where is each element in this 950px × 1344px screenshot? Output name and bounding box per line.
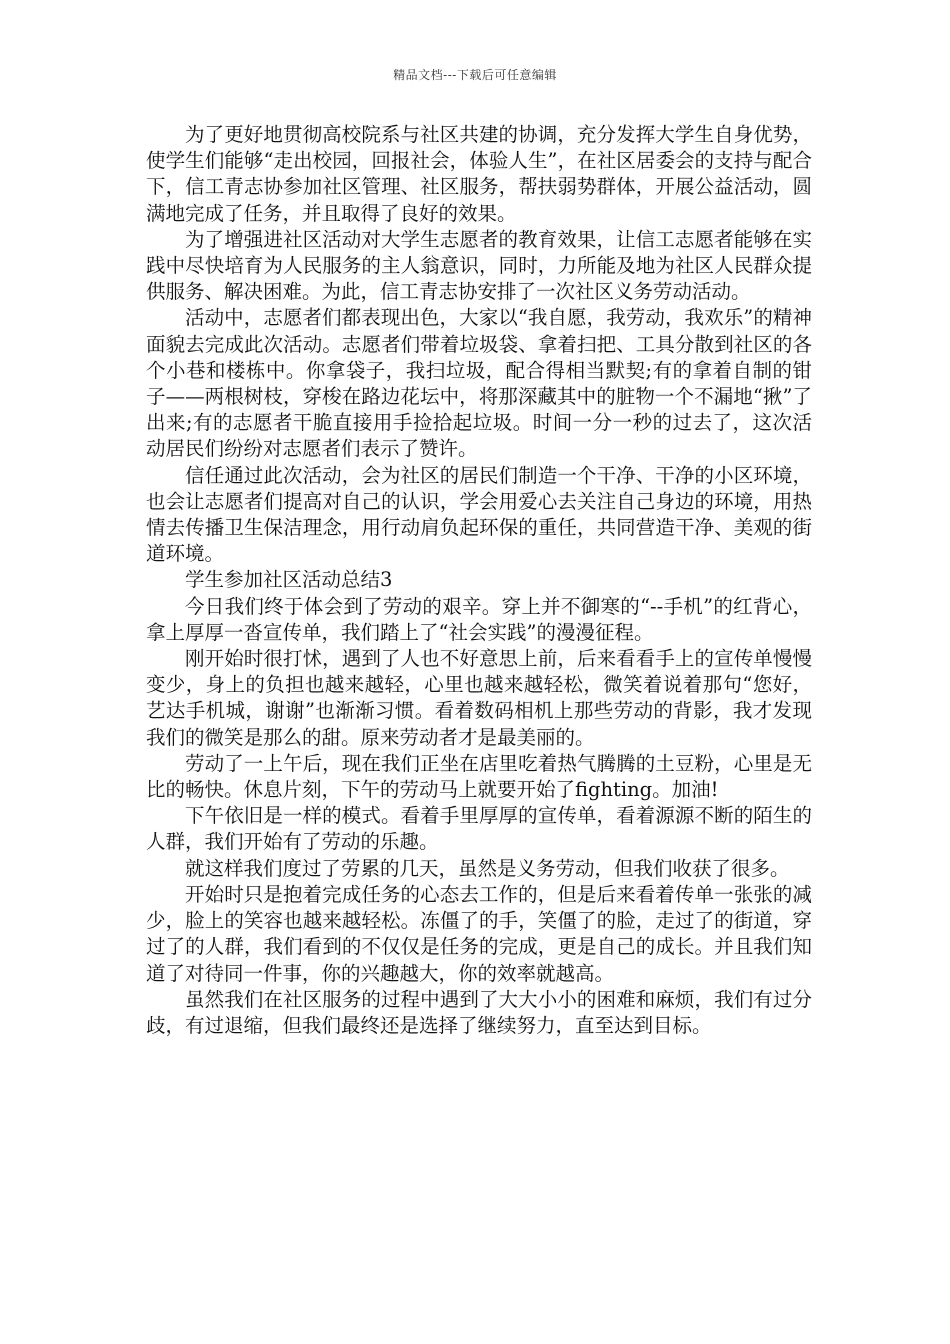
paragraph: 为了增强进社区活动对大学生志愿者的教育效果，让信工志愿者能够在实践中尽快培育为人民服务的主人翁意识，同时，力所能及地为社区人民群众提供服务、解决困难。为此，信工青志协安排了一次社区义务劳动活动。 — [146, 227, 812, 304]
paragraph: 劳动了一上午后，现在我们正坐在店里吃着热气腾腾的土豆粉，心里是无比的畅快。休息片刻，下午的劳动马上就要开始了fighting。加油! — [146, 751, 812, 802]
paragraph: 信任通过此次活动，会为社区的居民们制造一个干净、干净的小区环境，也会让志愿者们提高对自己的认识，学会用爱心去关注自己身边的环境，用热情去传播卫生保洁理念，用行动肩负起环保的重任，共同营造干净、美观的街道环境。 — [146, 463, 812, 566]
paragraph: 就这样我们度过了劳累的几天，虽然是义务劳动，但我们收获了很多。 — [185, 856, 790, 880]
page-header: 精品文档---下载后可任意编辑 — [393, 68, 557, 82]
paragraph: 下午依旧是一样的模式。看着手里厚厚的宣传单，看着源源不断的陌生的人群，我们开始有了劳动的乐趣。 — [146, 804, 812, 854]
paragraph: 今日我们终于体会到了劳动的艰辛。穿上并不御寒的“--手机”的红背心，拿上厚厚一沓宣传单，我们踏上了“社会实践”的漫漫征程。 — [146, 594, 812, 644]
paragraph: 为了更好地贯彻高校院系与社区共建的协调，充分发挥大学生自身优势，使学生们能够“走出校园，回报社会，体验人生”，在社区居委会的支持与配合下，信工青志协参加社区管理、社区服务，帮扶弱势群体，开展公益活动，圆满地完成了任务，并且取得了良好的效果。 — [146, 123, 812, 225]
paragraph: 开始时只是抱着完成任务的心态去工作的，但是后来看着传单一张张的减少，脸上的笑容也越来越轻松。冻僵了的手，笑僵了的脸，走过了的街道，穿过了的人群，我们看到的不仅仅是任务的完成，更是自己的成长。并且我们知道了对待同一件事，你的兴趣越大，你的效率就越高。 — [146, 882, 812, 985]
section-title: 学生参加社区活动总结3 — [185, 568, 393, 592]
paragraph: 刚开始时很打怵，遇到了人也不好意思上前，后来看看手上的宣传单慢慢变少，身上的负担也越来越轻，心里也越来越轻松，微笑着说着那句“您好，艺达手机城，谢谢”也渐渐习惯。看着数码相机上那些劳动的背影，我才发现我们的微笑是那么的甜。原来劳动者才是最美丽的。 — [146, 647, 812, 749]
document-body — [146, 122, 812, 1039]
paragraph: 虽然我们在社区服务的过程中遇到了大大小小的困难和麻烦，我们有过分歧，有过退缩，但我们最终还是选择了继续努力，直至达到目标。 — [146, 987, 812, 1037]
paragraph: 活动中，志愿者们都表现出色，大家以“我自愿，我劳动，我欢乐”的精神面貌去完成此次活动。志愿者们带着垃圾袋、拿着扫把、工具分散到社区的各个小巷和楼栋中。你拿袋子，我扫垃圾，配合得相当默契;有的拿着自制的钳子——两根树枝，穿梭在路边花坛中，将那深藏其中的脏物一个不漏地“揪”了出来;有的志愿者干脆直接用手捡拾起垃圾。时间一分一秒的过去了，这次活动居民们纷纷对志愿者们表示了赞许。 — [146, 306, 812, 461]
